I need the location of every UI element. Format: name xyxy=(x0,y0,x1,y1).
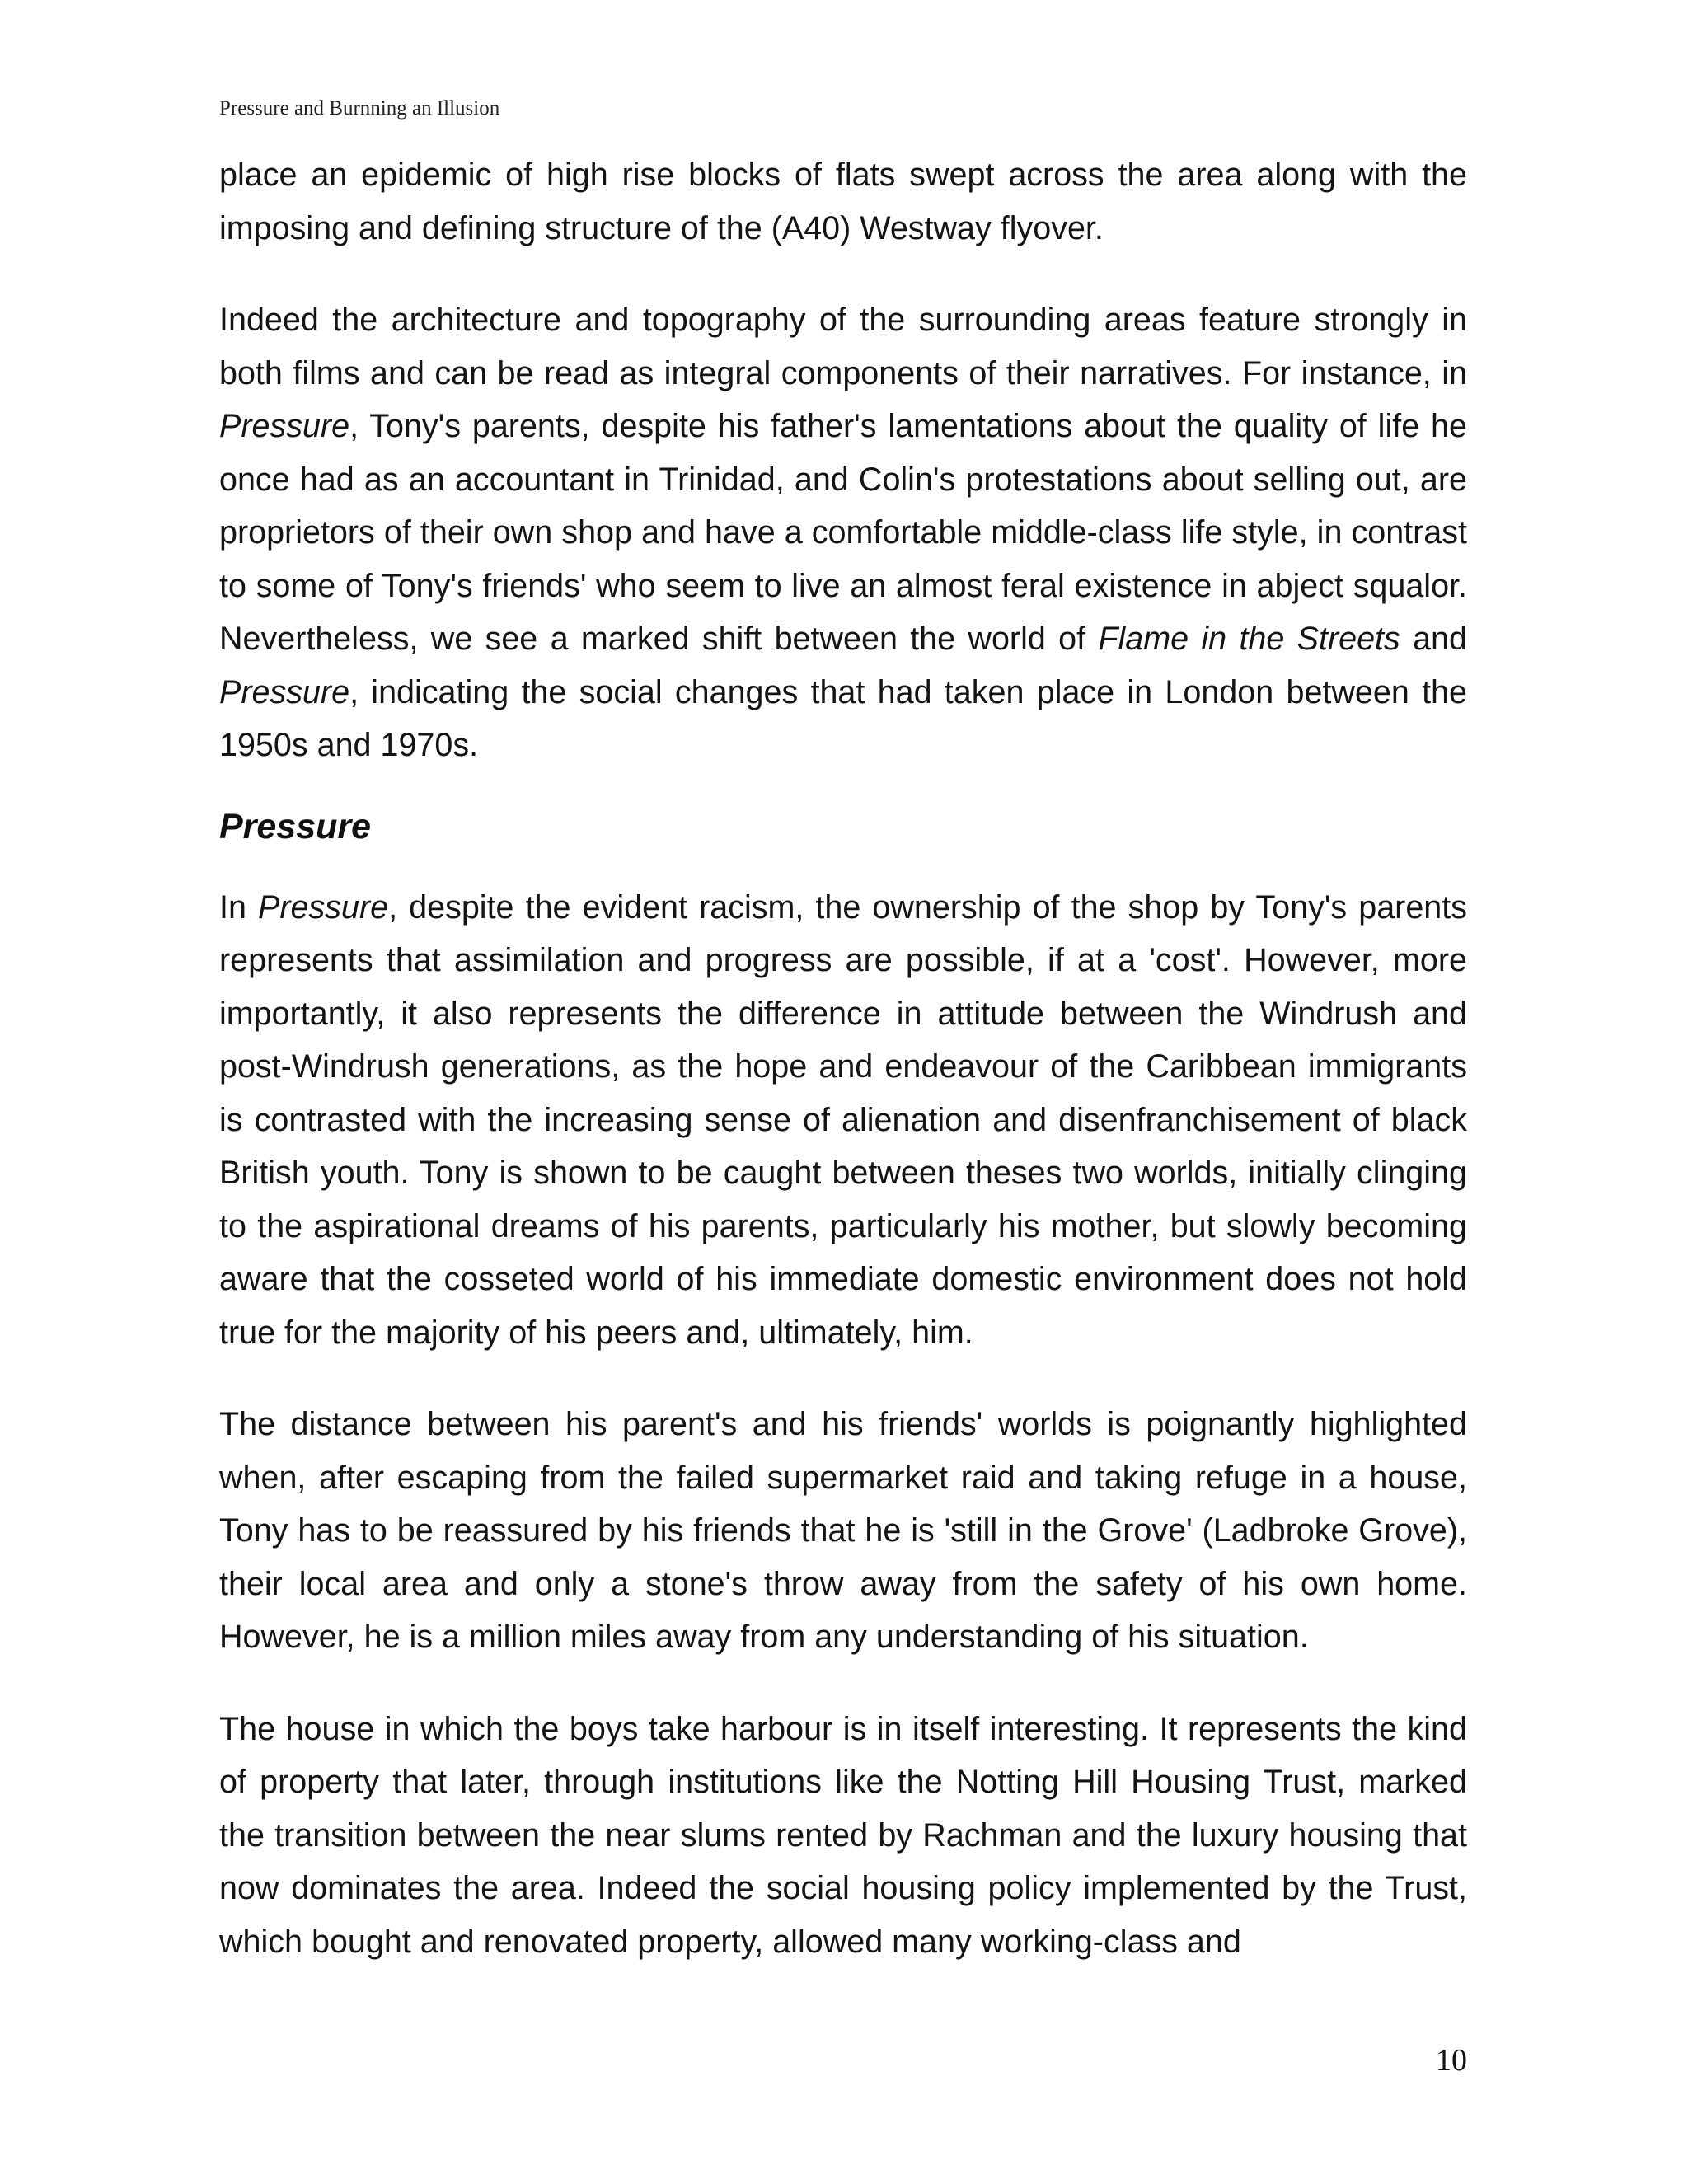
running-header: Pressure and Burnning an Illusion xyxy=(219,97,500,120)
paragraph-3-text-1: In xyxy=(219,888,259,926)
paragraph-1: place an epidemic of high rise blocks of flats swept across the area along with the imposing and defining structure of the (A40) Westway flyover. xyxy=(219,157,1467,246)
paragraph-4: The distance between his parent's and his friends' worlds is poignantly highlighted when, after escaping from the failed supermarket raid and taking refuge in a house, Tony has to be reassured by his friends that he is 'still in the Grove' (Ladbroke Grove), their local area and only a stone's throw away from the safety of his own home. However, he is a million miles away from any understanding of his situation. xyxy=(219,1406,1467,1655)
page-body xyxy=(219,148,1467,1968)
paragraph-5: The house in which the boys take harbour is in itself interesting. It represents the kind of property that later, through institutions like the Notting Hill Housing Trust, marked the transition between the near slums rented by Rachman and the luxury housing that now dominates the area. Indeed the social housing policy implemented by the Trust, which bought and renovated property, allowed many working-class and xyxy=(219,1710,1467,1960)
paragraph-2-text-3: and xyxy=(1400,621,1467,657)
film-title-flame-in-the-streets: Flame in the Streets xyxy=(1098,621,1400,657)
paragraph-2 xyxy=(219,293,1467,772)
film-title-pressure: Pressure xyxy=(219,673,350,710)
paragraph-2-text-1: Indeed the architecture and topography of the surrounding areas feature strongly in both films and can be read as integral components of their narratives. For instance, in xyxy=(219,302,1467,391)
paragraph-2-text-2: , Tony's parents, despite his father's lamentations about the quality of life he once had as an accountant in Trinidad, and Colin's protestations about selling out, are proprietors of their own shop and have a comfortable middle-class life style, in contrast to some of Tony's friends' who seem to live an almost feral existence in abject squalor. Nevertheless, we see a marked shift between the world of xyxy=(219,408,1467,657)
page-number: 10 xyxy=(1436,2043,1467,2078)
film-title-pressure: Pressure xyxy=(219,408,350,444)
paragraph-3-text-2: , despite the evident racism, the ownership of the shop by Tony's parents represents that assimilation and progress are possible, if at a 'cost'. However, more importantly, it also represents the difference in attitude between the Windrush and post-Windrush generations, as the hope and endeavour of the Caribbean immigrants is contrasted with the increasing sense of alienation and disenfranchisement of black British youth. Tony is shown to be caught between theses two worlds, initially clinging to the aspirational dreams of his parents, particularly his mother, but slowly becoming aware that the cosseted world of his immediate domestic environment does not hold true for the majority of his peers and, ultimately, him. xyxy=(219,888,1467,1351)
film-title-pressure: Pressure xyxy=(258,888,389,926)
section-heading: Pressure xyxy=(219,806,372,846)
paragraph-3 xyxy=(219,881,1467,1360)
paragraph-2-text-4: , indicating the social changes that had taken place in London between the 1950s and 1970s. xyxy=(219,673,1467,763)
